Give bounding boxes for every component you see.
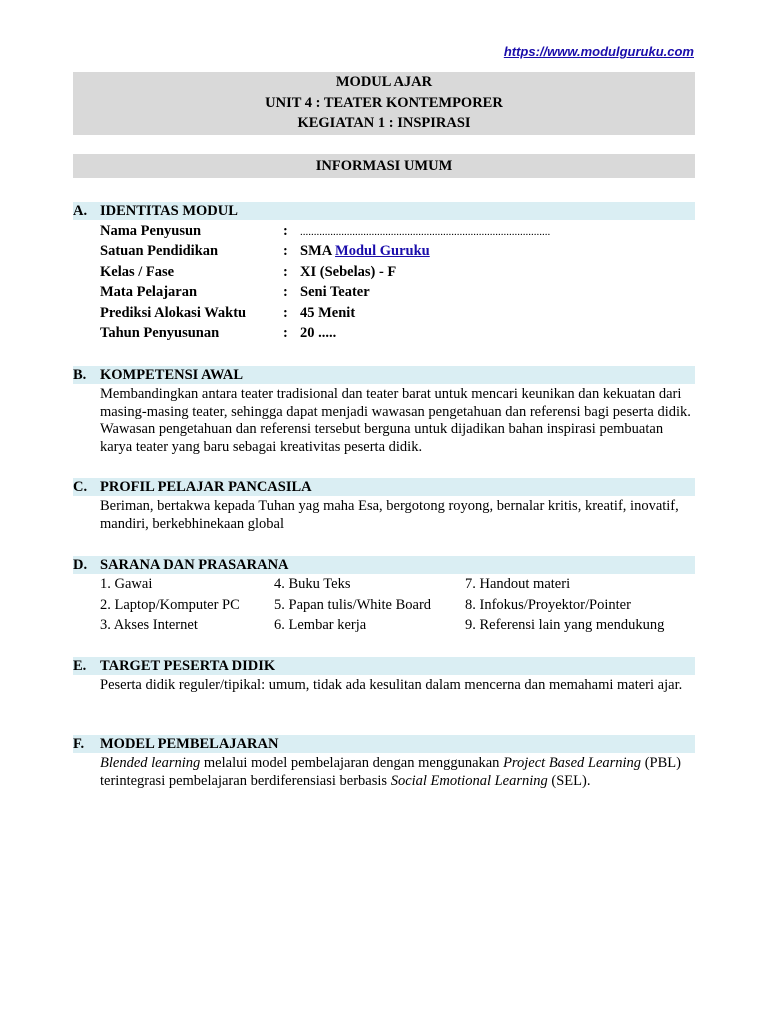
identity-value: 45 Menit (300, 305, 356, 321)
section-e-title: TARGET PESERTA DIDIK (100, 658, 276, 674)
identity-value: XI (Sebelas) - F (300, 264, 397, 280)
section-c-letter: C. (73, 479, 88, 495)
website-link[interactable]: https://www.modulguruku.com (503, 44, 694, 59)
identity-colon: : (283, 284, 288, 300)
sarana-item: 4. Buku Teks (274, 576, 351, 592)
identity-colon: : (283, 325, 288, 341)
title-line-2: UNIT 4 : TEATER KONTEMPORER (265, 94, 503, 111)
identity-label: Kelas / Fase (100, 264, 175, 280)
blended-learning-term: Blended learning (100, 755, 201, 771)
title-line-1: MODUL AJAR (335, 74, 433, 90)
title-line-3: KEGIATAN 1 : INSPIRASI (297, 115, 471, 131)
section-d-header (73, 556, 695, 574)
section-a-header (73, 202, 695, 220)
identity-colon: : (283, 223, 288, 239)
identity-label: Mata Pelajaran (100, 284, 198, 300)
model-pembelajaran-text (100, 755, 696, 790)
sarana-item: 9. Referensi lain yang mendukung (465, 617, 665, 633)
sel-term: Social Emotional Learning (390, 772, 548, 789)
model-text-part: (PBL) terintegrasi pembelajaran berdiferensiasi berbasis (100, 755, 681, 789)
school-prefix: SMA (300, 243, 336, 259)
section-a-letter: A. (73, 203, 88, 219)
section-a-title: IDENTITAS MODUL (100, 203, 238, 219)
identity-colon: : (283, 305, 288, 321)
kompetensi-awal-text: Membandingkan antara teater tradisional dan teater barat untuk mencari keunikan dan kekuatan dari masing-masing teater, sehingga dapat menjadi wawasan pengetahuan dan referensi bagi peserta didik. Wawasan pengetahuan dan referensi tersebut berguna untuk dijadikan bahan inspirasi pembuatan karya teater yang baru sebagai kreativitas peserta didik. (100, 386, 691, 455)
sarana-item: 5. Papan tulis/White Board (274, 597, 432, 613)
section-e-letter: E. (73, 658, 87, 674)
section-c-header (73, 478, 695, 496)
modul-guruku-link[interactable]: Modul Guruku (335, 243, 430, 259)
section-d-letter: D. (73, 557, 88, 573)
sarana-item: 7. Handout materi (465, 576, 571, 592)
sarana-item: 8. Infokus/Proyektor/Pointer (465, 597, 631, 613)
section-b-letter: B. (73, 367, 87, 383)
pbl-term: Project Based Learning (503, 755, 642, 771)
model-text-part: melalui model pembelajaran dengan menggunakan (200, 755, 504, 771)
identity-label: Prediksi Alokasi Waktu (100, 305, 247, 321)
section-f-title: MODEL PEMBELAJARAN (100, 736, 279, 752)
identity-label: Nama Penyusun (100, 223, 202, 239)
sarana-item: 2. Laptop/Komputer PC (100, 597, 240, 613)
section-b-title: KOMPETENSI AWAL (100, 367, 244, 383)
identity-label: Satuan Pendidikan (100, 243, 219, 259)
identity-value (300, 241, 430, 261)
blank-dots: ........................................................................................... (300, 226, 551, 238)
identity-value: 20 ..... (300, 325, 337, 341)
informasi-umum-heading: INFORMASI UMUM (73, 154, 695, 178)
profil-pelajar-text: Beriman, bertakwa kepada Tuhan yag maha Esa, bergotong royong, bernalar kritis, kreatif, inovatif, mandiri, berkebhinekaan global (100, 498, 679, 532)
sarana-item: 6. Lembar kerja (274, 617, 367, 633)
section-f-header (73, 735, 695, 753)
model-text-part: (SEL). (547, 772, 591, 789)
identity-colon: : (283, 243, 288, 259)
sarana-item: 3. Akses Internet (100, 617, 198, 633)
identity-value (300, 221, 550, 242)
sarana-item: 1. Gawai (100, 576, 153, 592)
section-b-header (73, 366, 695, 384)
section-c-title: PROFIL PELAJAR PANCASILA (100, 479, 312, 495)
identity-label: Tahun Penyusunan (100, 325, 220, 341)
identity-colon: : (283, 264, 288, 280)
module-title-box (73, 72, 695, 135)
section-f-letter: F. (73, 736, 85, 752)
target-peserta-text: Peserta didik reguler/tipikal: umum, tidak ada kesulitan dalam mencerna dan memahami materi ajar. (100, 677, 683, 693)
section-d-title: SARANA DAN PRASARANA (100, 557, 289, 573)
identity-value: Seni Teater (300, 284, 370, 300)
section-e-header (73, 657, 695, 675)
